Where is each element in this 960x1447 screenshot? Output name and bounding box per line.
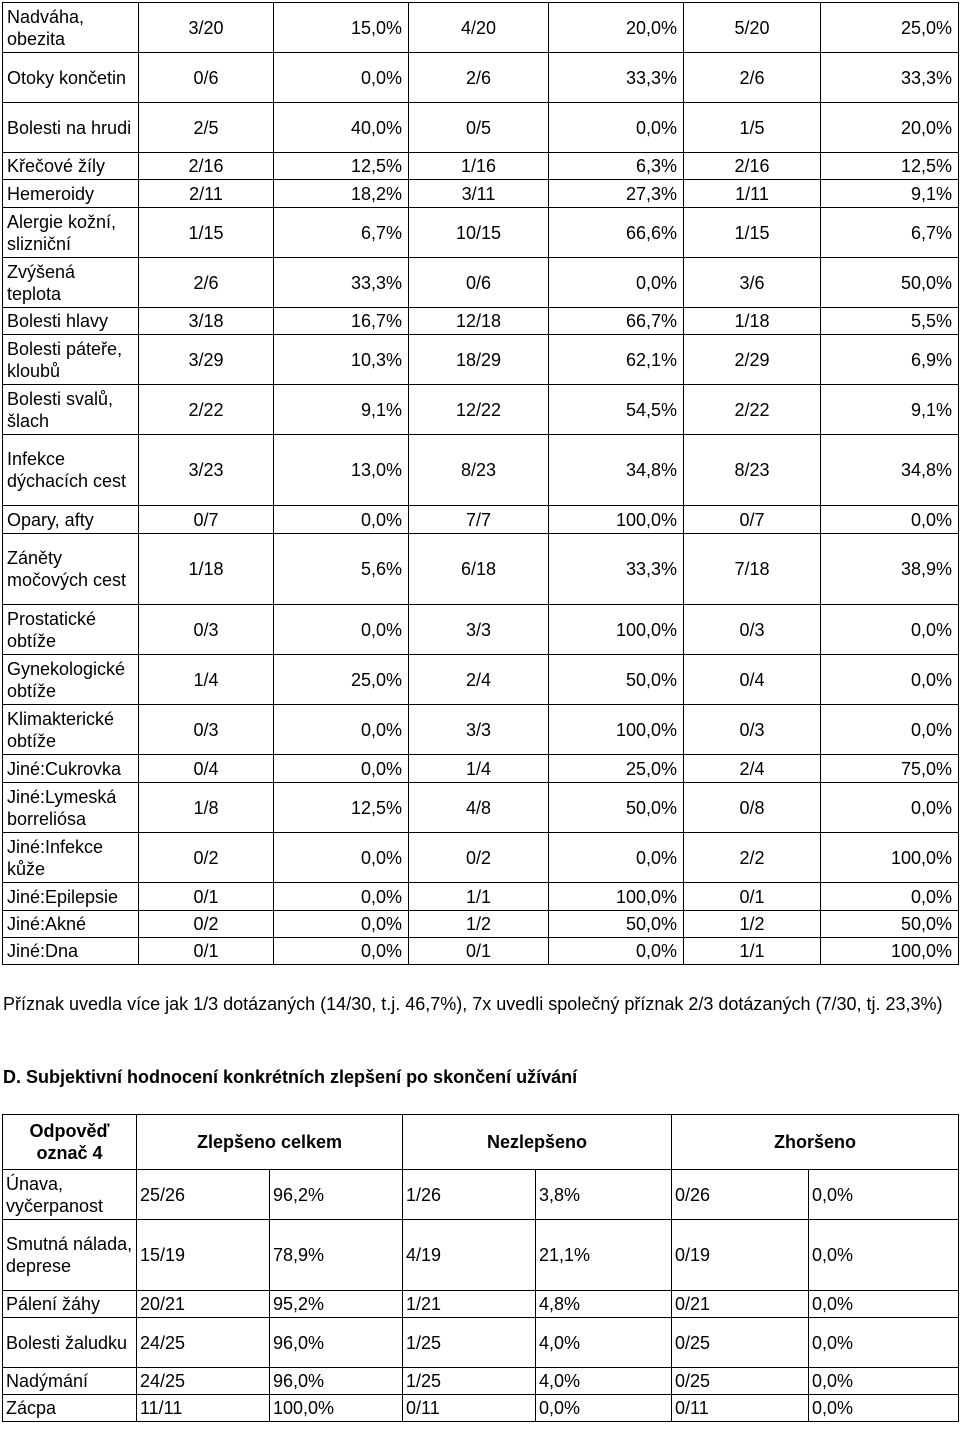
- percent-cell: 0,0%: [536, 1395, 672, 1422]
- percent-cell: 50,0%: [821, 258, 959, 308]
- count-cell: 3/20: [139, 3, 274, 53]
- count-cell: 2/22: [139, 385, 274, 435]
- percent-cell: 50,0%: [549, 911, 684, 938]
- count-cell: 2/5: [139, 103, 274, 153]
- percent-cell: 0,0%: [821, 783, 959, 833]
- row-label: Otoky končetin: [3, 53, 139, 103]
- table-row: [3, 883, 959, 911]
- row-label: Jiné:Cukrovka: [3, 755, 139, 783]
- percent-cell: 12,5%: [274, 153, 409, 180]
- percent-cell: 12,5%: [821, 153, 959, 180]
- count-cell: 12/22: [409, 385, 549, 435]
- row-label: Záněty močových cest: [3, 534, 139, 605]
- percent-cell: 0,0%: [274, 938, 409, 965]
- count-cell: 6/18: [409, 534, 549, 605]
- percent-cell: 25,0%: [274, 655, 409, 705]
- table-row: [3, 53, 959, 103]
- row-label: Jiné:Lymeská borreliósa: [3, 783, 139, 833]
- count-cell: 1/18: [684, 308, 821, 335]
- table-row: [3, 103, 959, 153]
- count-cell: 0/8: [684, 783, 821, 833]
- percent-cell: 50,0%: [549, 783, 684, 833]
- table-row: [3, 335, 959, 385]
- percent-cell: 0,0%: [274, 883, 409, 911]
- summary-paragraph: Příznak uvedla více jak 1/3 dotázaných (14/30, t.j. 46,7%), 7x uvedli společný příznak 2/3 dotázaných (7/30, tj. 23,3%): [3, 994, 943, 1014]
- row-label: Zácpa: [3, 1395, 137, 1422]
- percent-cell: 0,0%: [274, 755, 409, 783]
- table-row: [3, 783, 959, 833]
- percent-cell: 9,1%: [274, 385, 409, 435]
- percent-cell: 0,0%: [274, 53, 409, 103]
- count-cell: 0/3: [684, 605, 821, 655]
- table-row: [3, 385, 959, 435]
- percent-cell: 0,0%: [821, 705, 959, 755]
- percent-cell: 62,1%: [549, 335, 684, 385]
- percent-cell: 75,0%: [821, 755, 959, 783]
- table-header-row: [3, 1115, 959, 1170]
- row-label: Jiné:Akné: [3, 911, 139, 938]
- percent-cell: 100,0%: [821, 938, 959, 965]
- count-cell: 0/1: [139, 938, 274, 965]
- percent-cell: 0,0%: [274, 911, 409, 938]
- percent-cell: 0,0%: [274, 833, 409, 883]
- percent-cell: 15,0%: [274, 3, 409, 53]
- count-cell: 2/2: [684, 833, 821, 883]
- table-row: [3, 208, 959, 258]
- table-row: [3, 258, 959, 308]
- percent-cell: 0,0%: [274, 605, 409, 655]
- count-cell: 0/1: [139, 883, 274, 911]
- count-cell: 24/25: [137, 1318, 270, 1368]
- percent-cell: 6,7%: [821, 208, 959, 258]
- count-cell: 0/2: [139, 833, 274, 883]
- count-cell: 1/15: [684, 208, 821, 258]
- percent-cell: 0,0%: [549, 103, 684, 153]
- table-row: [3, 1170, 959, 1220]
- table-row: [3, 705, 959, 755]
- count-cell: 8/23: [684, 435, 821, 506]
- count-cell: 5/20: [684, 3, 821, 53]
- count-cell: 12/18: [409, 308, 549, 335]
- table-row: [3, 1368, 959, 1395]
- row-label: Hemeroidy: [3, 180, 139, 208]
- percent-cell: 27,3%: [549, 180, 684, 208]
- count-cell: 0/6: [409, 258, 549, 308]
- percent-cell: 50,0%: [821, 911, 959, 938]
- count-cell: 10/15: [409, 208, 549, 258]
- percent-cell: 0,0%: [274, 705, 409, 755]
- count-cell: 1/4: [139, 655, 274, 705]
- row-label: Jiné:Epilepsie: [3, 883, 139, 911]
- improvement-table: [2, 1114, 959, 1422]
- percent-cell: 0,0%: [809, 1318, 959, 1368]
- count-cell: 2/11: [139, 180, 274, 208]
- count-cell: 2/29: [684, 335, 821, 385]
- count-cell: 3/29: [139, 335, 274, 385]
- count-cell: 1/5: [684, 103, 821, 153]
- percent-cell: 0,0%: [821, 605, 959, 655]
- row-label: Únava, vyčerpanost: [3, 1170, 137, 1220]
- count-cell: 1/8: [139, 783, 274, 833]
- percent-cell: 100,0%: [549, 883, 684, 911]
- count-cell: 0/25: [672, 1318, 809, 1368]
- count-cell: 7/18: [684, 534, 821, 605]
- percent-cell: 96,0%: [270, 1318, 403, 1368]
- table-row: [3, 1220, 959, 1291]
- header-worsened: Zhoršeno: [672, 1115, 959, 1170]
- count-cell: 0/3: [139, 705, 274, 755]
- count-cell: 11/11: [137, 1395, 270, 1422]
- percent-cell: 95,2%: [270, 1291, 403, 1318]
- row-label: Opary, afty: [3, 506, 139, 534]
- header-not-improved: Nezlepšeno: [403, 1115, 672, 1170]
- count-cell: 1/18: [139, 534, 274, 605]
- percent-cell: 100,0%: [549, 506, 684, 534]
- percent-cell: 33,3%: [549, 534, 684, 605]
- header-first-cell: Odpověď označ 4: [3, 1115, 137, 1170]
- count-cell: 0/19: [672, 1220, 809, 1291]
- percent-cell: 16,7%: [274, 308, 409, 335]
- count-cell: 20/21: [137, 1291, 270, 1318]
- percent-cell: 33,3%: [549, 53, 684, 103]
- count-cell: 3/11: [409, 180, 549, 208]
- count-cell: 0/11: [672, 1395, 809, 1422]
- percent-cell: 100,0%: [821, 833, 959, 883]
- row-label: Klimakterické obtíže: [3, 705, 139, 755]
- count-cell: 1/11: [684, 180, 821, 208]
- count-cell: 18/29: [409, 335, 549, 385]
- row-label: Bolesti svalů, šlach: [3, 385, 139, 435]
- percent-cell: 100,0%: [270, 1395, 403, 1422]
- percent-cell: 66,7%: [549, 308, 684, 335]
- percent-cell: 5,5%: [821, 308, 959, 335]
- section-heading: D. Subjektivní hodnocení konkrétních zlepšení po skončení užívání: [3, 1067, 578, 1087]
- percent-cell: 96,0%: [270, 1368, 403, 1395]
- row-label: Prostatické obtíže: [3, 605, 139, 655]
- percent-cell: 0,0%: [274, 506, 409, 534]
- count-cell: 1/1: [684, 938, 821, 965]
- percent-cell: 38,9%: [821, 534, 959, 605]
- percent-cell: 100,0%: [549, 605, 684, 655]
- percent-cell: 4,0%: [536, 1318, 672, 1368]
- count-cell: 1/16: [409, 153, 549, 180]
- count-cell: 0/2: [409, 833, 549, 883]
- percent-cell: 40,0%: [274, 103, 409, 153]
- row-label: Bolesti žaludku: [3, 1318, 137, 1368]
- percent-cell: 21,1%: [536, 1220, 672, 1291]
- count-cell: 2/6: [409, 53, 549, 103]
- percent-cell: 78,9%: [270, 1220, 403, 1291]
- percent-cell: 34,8%: [549, 435, 684, 506]
- count-cell: 2/4: [684, 755, 821, 783]
- row-label: Zvýšená teplota: [3, 258, 139, 308]
- percent-cell: 6,3%: [549, 153, 684, 180]
- row-label: Bolesti páteře, kloubů: [3, 335, 139, 385]
- percent-cell: 3,8%: [536, 1170, 672, 1220]
- percent-cell: 4,8%: [536, 1291, 672, 1318]
- table-row: [3, 506, 959, 534]
- count-cell: 2/22: [684, 385, 821, 435]
- count-cell: 3/6: [684, 258, 821, 308]
- count-cell: 1/1: [409, 883, 549, 911]
- table-row: [3, 833, 959, 883]
- row-label: Křečové žíly: [3, 153, 139, 180]
- percent-cell: 0,0%: [821, 655, 959, 705]
- count-cell: 1/25: [403, 1318, 536, 1368]
- percent-cell: 0,0%: [549, 833, 684, 883]
- percent-cell: 4,0%: [536, 1368, 672, 1395]
- count-cell: 3/23: [139, 435, 274, 506]
- table-row: [3, 655, 959, 705]
- percent-cell: 0,0%: [809, 1395, 959, 1422]
- percent-cell: 0,0%: [809, 1170, 959, 1220]
- row-label: Infekce dýchacích cest: [3, 435, 139, 506]
- row-label: Bolesti na hrudi: [3, 103, 139, 153]
- percent-cell: 0,0%: [809, 1291, 959, 1318]
- count-cell: 15/19: [137, 1220, 270, 1291]
- row-label: Smutná nálada, deprese: [3, 1220, 137, 1291]
- row-label: Alergie kožní, slizniční: [3, 208, 139, 258]
- count-cell: 2/16: [139, 153, 274, 180]
- count-cell: 2/6: [684, 53, 821, 103]
- percent-cell: 13,0%: [274, 435, 409, 506]
- row-label: Gynekologické obtíže: [3, 655, 139, 705]
- count-cell: 3/3: [409, 705, 549, 755]
- count-cell: 25/26: [137, 1170, 270, 1220]
- percent-cell: 34,8%: [821, 435, 959, 506]
- header-improved: Zlepšeno celkem: [137, 1115, 403, 1170]
- count-cell: 3/3: [409, 605, 549, 655]
- percent-cell: 54,5%: [549, 385, 684, 435]
- row-label: Nadýmání: [3, 1368, 137, 1395]
- count-cell: 0/2: [139, 911, 274, 938]
- count-cell: 0/21: [672, 1291, 809, 1318]
- count-cell: 0/7: [139, 506, 274, 534]
- percent-cell: 9,1%: [821, 180, 959, 208]
- table-row: [3, 938, 959, 965]
- percent-cell: 0,0%: [549, 258, 684, 308]
- percent-cell: 0,0%: [549, 938, 684, 965]
- table-row: [3, 435, 959, 506]
- count-cell: 0/4: [684, 655, 821, 705]
- count-cell: 1/4: [409, 755, 549, 783]
- percent-cell: 5,6%: [274, 534, 409, 605]
- percent-cell: 66,6%: [549, 208, 684, 258]
- count-cell: 3/18: [139, 308, 274, 335]
- percent-cell: 0,0%: [809, 1368, 959, 1395]
- percent-cell: 0,0%: [821, 883, 959, 911]
- count-cell: 1/26: [403, 1170, 536, 1220]
- count-cell: 0/1: [684, 883, 821, 911]
- count-cell: 1/25: [403, 1368, 536, 1395]
- count-cell: 24/25: [137, 1368, 270, 1395]
- table-row: [3, 911, 959, 938]
- percent-cell: 0,0%: [821, 506, 959, 534]
- count-cell: 0/1: [409, 938, 549, 965]
- count-cell: 0/26: [672, 1170, 809, 1220]
- percent-cell: 0,0%: [809, 1220, 959, 1291]
- percent-cell: 50,0%: [549, 655, 684, 705]
- percent-cell: 12,5%: [274, 783, 409, 833]
- count-cell: 0/7: [684, 506, 821, 534]
- count-cell: 8/23: [409, 435, 549, 506]
- percent-cell: 100,0%: [549, 705, 684, 755]
- count-cell: 1/2: [409, 911, 549, 938]
- count-cell: 0/25: [672, 1368, 809, 1395]
- count-cell: 2/6: [139, 258, 274, 308]
- table-row: [3, 605, 959, 655]
- percent-cell: 10,3%: [274, 335, 409, 385]
- symptoms-table: [2, 2, 959, 965]
- count-cell: 1/21: [403, 1291, 536, 1318]
- percent-cell: 33,3%: [821, 53, 959, 103]
- percent-cell: 33,3%: [274, 258, 409, 308]
- percent-cell: 25,0%: [821, 3, 959, 53]
- count-cell: 2/4: [409, 655, 549, 705]
- count-cell: 4/8: [409, 783, 549, 833]
- count-cell: 0/4: [139, 755, 274, 783]
- table-row: [3, 1291, 959, 1318]
- table-row: [3, 3, 959, 53]
- count-cell: 4/20: [409, 3, 549, 53]
- percent-cell: 20,0%: [549, 3, 684, 53]
- row-label: Nadváha, obezita: [3, 3, 139, 53]
- table-row: [3, 153, 959, 180]
- count-cell: 2/16: [684, 153, 821, 180]
- table-row: [3, 755, 959, 783]
- table-row: [3, 534, 959, 605]
- table-row: [3, 1318, 959, 1368]
- table-row: [3, 1395, 959, 1422]
- percent-cell: 9,1%: [821, 385, 959, 435]
- row-label: Bolesti hlavy: [3, 308, 139, 335]
- percent-cell: 18,2%: [274, 180, 409, 208]
- count-cell: 0/3: [684, 705, 821, 755]
- count-cell: 7/7: [409, 506, 549, 534]
- percent-cell: 25,0%: [549, 755, 684, 783]
- percent-cell: 20,0%: [821, 103, 959, 153]
- count-cell: 0/3: [139, 605, 274, 655]
- count-cell: 1/15: [139, 208, 274, 258]
- row-label: Pálení žáhy: [3, 1291, 137, 1318]
- count-cell: 0/11: [403, 1395, 536, 1422]
- count-cell: 4/19: [403, 1220, 536, 1291]
- count-cell: 0/5: [409, 103, 549, 153]
- percent-cell: 6,7%: [274, 208, 409, 258]
- count-cell: 0/6: [139, 53, 274, 103]
- count-cell: 1/2: [684, 911, 821, 938]
- table-row: [3, 308, 959, 335]
- row-label: Jiné:Dna: [3, 938, 139, 965]
- row-label: Jiné:Infekce kůže: [3, 833, 139, 883]
- percent-cell: 96,2%: [270, 1170, 403, 1220]
- table-row: [3, 180, 959, 208]
- percent-cell: 6,9%: [821, 335, 959, 385]
